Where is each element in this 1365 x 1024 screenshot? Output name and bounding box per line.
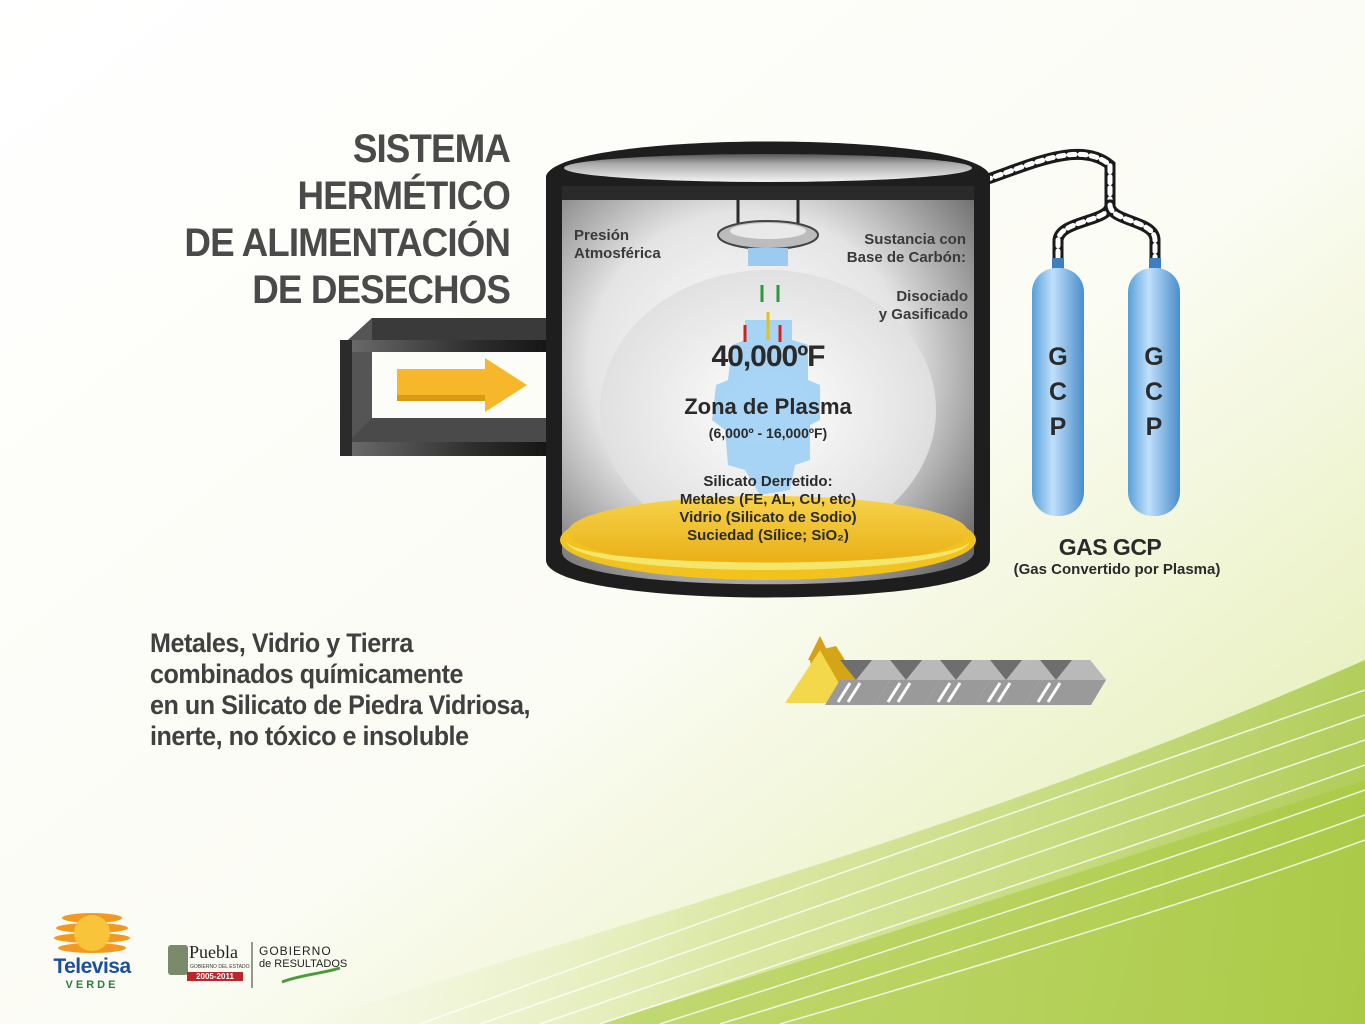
tank-label-1: G C P bbox=[1048, 343, 1068, 441]
gas-name: GAS GCP bbox=[1058, 534, 1162, 560]
tank-label-2: G C P bbox=[1144, 343, 1164, 441]
televisa-verde-logo bbox=[42, 905, 142, 991]
carbon-label: Sustancia con Base de Carbón: bbox=[846, 231, 966, 266]
title-line: SISTEMA HERMÉTICO bbox=[297, 127, 510, 218]
gobierno-line2: de RESULTADOS bbox=[259, 958, 348, 970]
plasma-zone-label: Zona de Plasma bbox=[684, 394, 852, 419]
puebla-small: GOBIERNO DEL ESTADO bbox=[190, 964, 250, 970]
vitrification-description: Metales, Vidrio y Tierra combinados químicamente en un Silicato de Piedra Vidriosa, inerte, no tóxico e insoluble bbox=[150, 628, 531, 751]
televisa-sub: VERDE bbox=[65, 979, 119, 991]
gobierno-swoosh-icon bbox=[282, 968, 340, 982]
puebla-name: Puebla bbox=[189, 942, 238, 962]
gas-hose bbox=[985, 154, 1155, 262]
gobierno-line1: GOBIERNO bbox=[259, 944, 332, 958]
puebla-years: 2005-2011 bbox=[187, 972, 243, 981]
plasma-temperature: 40,000ºF bbox=[711, 340, 825, 373]
diagram-title bbox=[160, 126, 510, 314]
feed-arrow bbox=[397, 358, 527, 412]
pressure-label: Presión Atmosférica bbox=[574, 227, 661, 262]
gas-description: (Gas Convertido por Plasma) bbox=[1013, 561, 1221, 578]
title-line: DE ALIMENTACIÓN bbox=[184, 221, 510, 265]
title-line: DE DESECHOS bbox=[252, 268, 510, 312]
televisa-name: Televisa bbox=[53, 955, 131, 978]
dissociated-label: Disociado y Gasificado bbox=[878, 288, 968, 323]
puebla-crest-icon bbox=[168, 945, 188, 975]
plasma-zone-range: (6,000º - 16,000ºF) bbox=[708, 425, 828, 441]
molten-silicate-label: Silicato Derretido: Metales (FE, AL, CU, etc) Vidrio (Silicato de Sodio) Suciedad (Sílice; SiO₂) bbox=[679, 473, 857, 544]
vitrified-glass-illustration bbox=[785, 636, 1106, 705]
